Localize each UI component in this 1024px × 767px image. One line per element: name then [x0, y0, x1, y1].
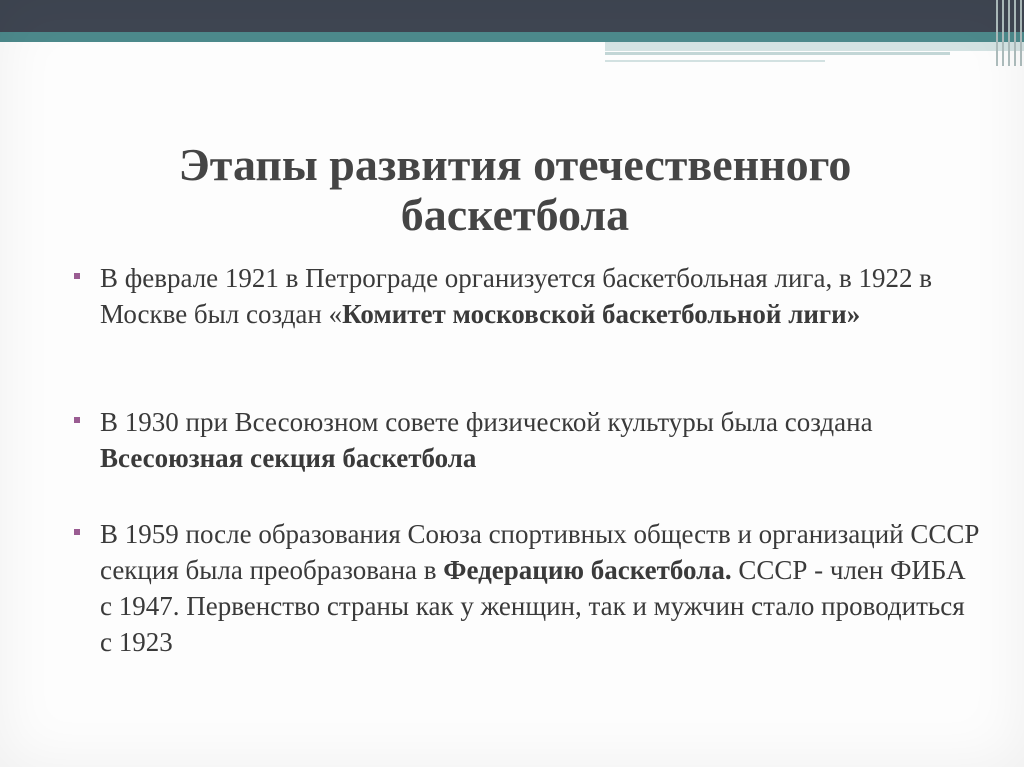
bullet-bold-text: Всесоюзная секция баскетбола [100, 443, 477, 473]
slide-title: Этапы развития отечественного баскетбола [178, 139, 852, 240]
bullet-item [72, 260, 980, 332]
square-bullet-icon [74, 529, 80, 535]
square-bullet-icon [74, 417, 80, 423]
bullet-bold-text: Федерацию баскетбола. [443, 555, 732, 585]
bullet-item [72, 516, 980, 660]
header-vertical-lines [992, 0, 1024, 66]
header-dark-bar [0, 0, 1024, 32]
bullet-bold-text: Комитет московской баскетбольной лиги» [342, 299, 861, 329]
header-thin-line-short [605, 60, 825, 62]
header-teal-bar [0, 32, 1024, 42]
bullet-text-tail: СССР - член ФИБА с 1947. Первенство страны как у женщин, так и мужчин стало проводиться с 1923 [100, 555, 966, 657]
bullet-text: В 1930 при Всесоюзном совете физической культуры была создана [100, 407, 873, 437]
square-bullet-icon [74, 273, 80, 279]
bullet-text: В феврале 1921 в Петрограде организуется баскетбольная лига, в 1922 в Москве был создан « [100, 263, 932, 329]
header-light-band [605, 42, 1024, 51]
bullet-text: В 1959 после образования Союза спортивных обществ и организаций СССР секция была преобразована в [100, 519, 980, 585]
bullet-item [72, 404, 980, 476]
header-thin-line [605, 52, 950, 55]
